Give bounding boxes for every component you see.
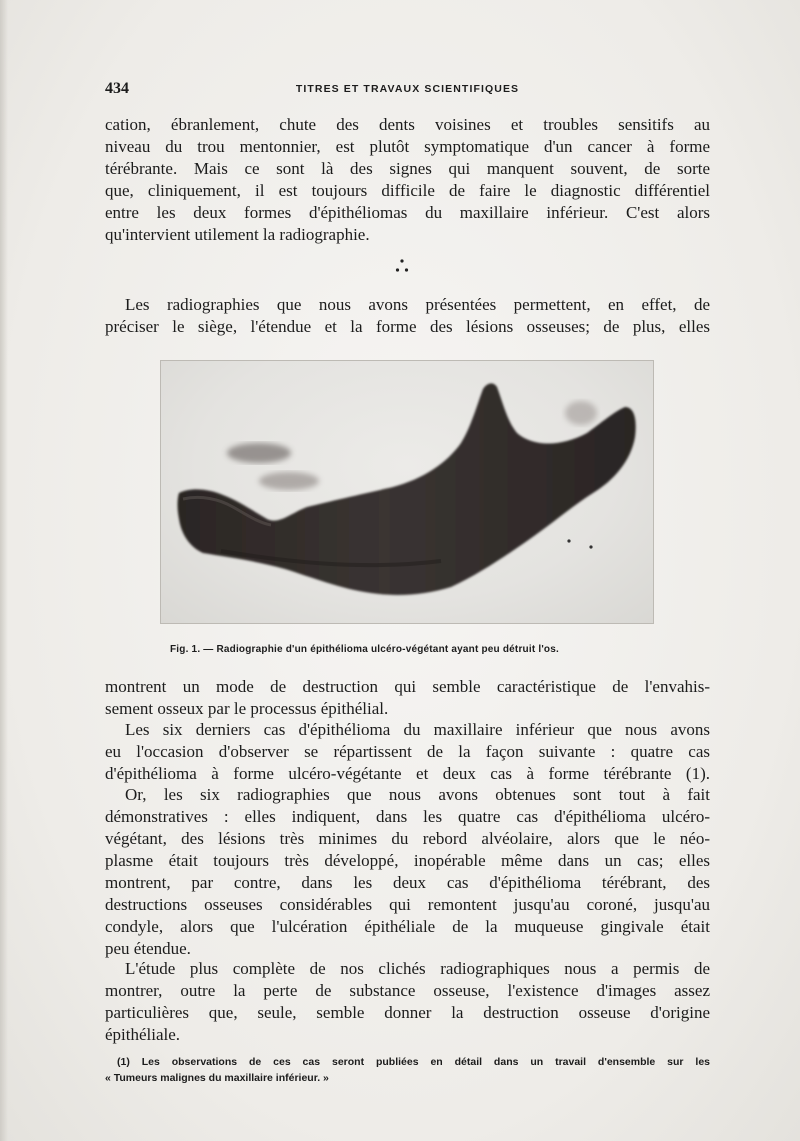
text-line: entre les deux formes d'épithéliomas du maxillaire inférieur. C'est alors [105,203,710,222]
page-header [105,80,710,102]
paragraph-4 [105,719,710,785]
footnote [105,1054,710,1086]
paragraph-2 [105,294,710,338]
text-line: Or, les six radiographies que nous avons obtenues sont tout à fait [125,785,710,804]
figure-caption: Fig. 1. — Radiographie d'un épithélioma ulcéro-végétant ayant peu détruit l'os. [170,644,559,655]
page-number: 434 [105,80,129,97]
running-title: TITRES ET TRAVAUX SCIENTIFIQUES [295,83,520,95]
text-line: condyle, alors que l'ulcération épithéliale de la muqueuse gingivale était [105,917,710,936]
text-line: montrent un mode de destruction qui semble caractéristique de l'envahis- [105,677,710,696]
text-line: destructions osseuses considérables qui remontent jusqu'au coroné, jusqu'au [105,895,710,914]
asterism-separator [395,258,409,274]
text-line: Les radiographies que nous avons présentées permettent, en effet, de [125,295,710,314]
footnote-line: (1) Les observations de ces cas seront publiées en détail dans un travail d'ensemble sur les [117,1056,710,1068]
text-line: peu étendue. [105,939,191,958]
text-line: végétant, des lésions très minimes du rebord alvéolaire, alors que le néo- [105,829,710,848]
page-edge-shadow [0,0,8,1141]
paragraph-5 [105,784,710,960]
text-line: sement osseux par le processus épithélial. [105,699,389,718]
mandible-radiograph-image [161,361,653,623]
text-line: eu l'occasion d'observer se répartissent de la façon suivante : quatre cas [105,742,710,761]
text-line: montrent, par contre, dans les deux cas d'épithélioma térébrant, des [105,873,710,892]
paragraph-6 [105,958,710,1046]
text-line: qu'intervient utilement la radiographie. [105,225,370,244]
radiograph-figure [160,360,654,624]
text-line: démonstratives : elles indiquent, dans les quatre cas d'épithélioma ulcéro- [105,807,710,826]
text-line: particulières que, seule, semble donner la destruction osseuse d'origine [105,1003,710,1022]
footnote-line: « Tumeurs malignes du maxillaire inférieur. » [105,1072,329,1084]
paragraph-1 [105,114,710,246]
text-line: Les six derniers cas d'épithélioma du maxillaire inférieur que nous avons [125,720,710,739]
text-line: préciser le siège, l'étendue et la forme des lésions osseuses; de plus, elles [105,317,710,336]
text-line: plasme était toujours très développé, inopérable même dans un cas; elles [105,851,710,870]
text-line: cation, ébranlement, chute des dents voisines et troubles sensitifs au [105,115,710,134]
text-line: que, cliniquement, il est toujours difficile de faire le diagnostic différentiel [105,181,710,200]
text-line: L'étude plus complète de nos clichés radiographiques nous a permis de [125,959,710,978]
text-line: montrer, outre la perte de substance osseuse, l'existence d'images assez [105,981,710,1000]
text-line: épithéliale. [105,1025,181,1044]
paragraph-3 [105,676,710,720]
text-line: d'épithélioma à forme ulcéro-végétante et deux cas à forme térébrante (1). [105,764,710,783]
text-line: niveau du trou mentonnier, est plutôt symptomatique d'un cancer à forme [105,137,710,156]
text-line: térébrante. Mais ce sont là des signes qui manquent souvent, de sorte [105,159,710,178]
